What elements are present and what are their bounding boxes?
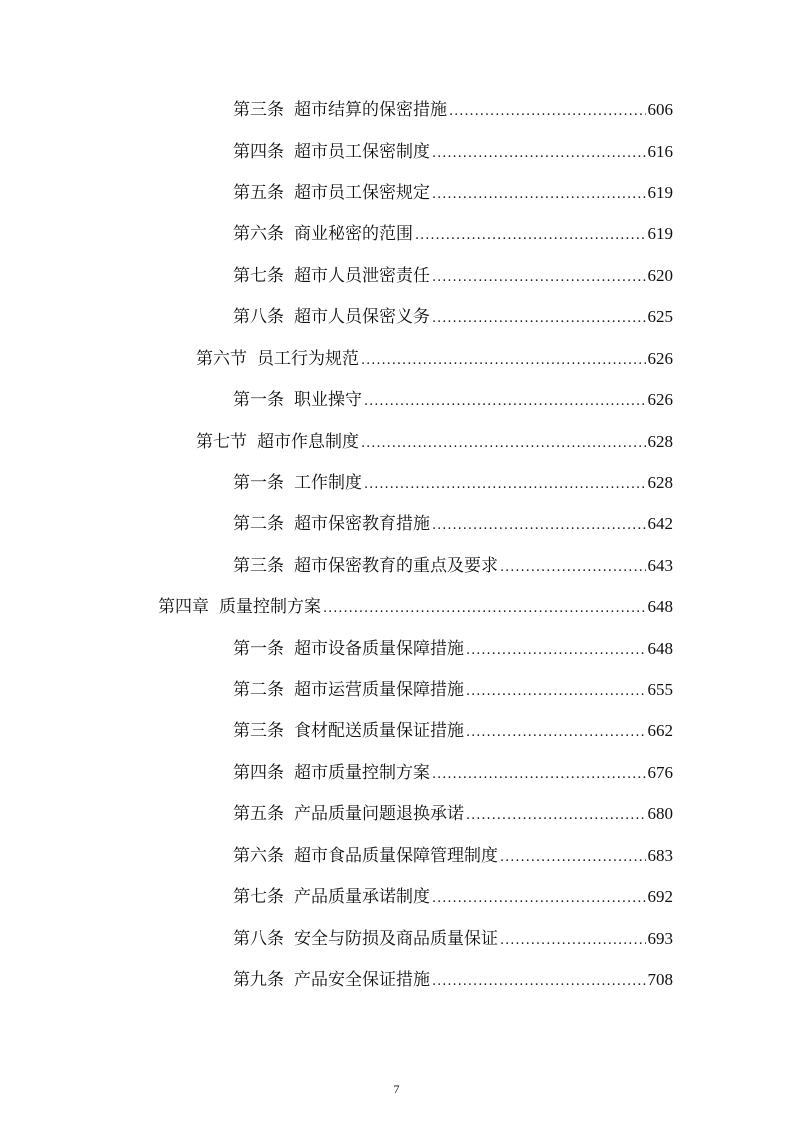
toc-dot-leader: [323, 596, 646, 622]
toc-entry-title: 超市作息制度: [257, 432, 359, 452]
toc-entry-page: 626: [647, 390, 673, 409]
toc-entry-title: 职业操守: [294, 390, 362, 410]
toc-dot-leader: [466, 679, 646, 705]
toc-entry[interactable]: [233, 221, 673, 247]
toc-entry-page: 626: [647, 349, 673, 368]
toc-entry[interactable]: [233, 677, 673, 703]
toc-dot-leader: [364, 389, 646, 415]
toc-entry-label: 第三条: [233, 556, 284, 576]
toc-entry-page: 619: [647, 224, 673, 243]
toc-entry-title: 超市运营质量保障措施: [294, 680, 464, 700]
toc-dot-leader: [432, 886, 646, 912]
toc-dot-leader: [432, 762, 646, 788]
toc-dot-leader: [466, 803, 646, 829]
toc-dot-leader: [364, 472, 646, 498]
toc-entry[interactable]: [233, 636, 673, 662]
toc-entry-page: 628: [647, 432, 673, 451]
toc-entry[interactable]: [233, 139, 673, 165]
toc-entry-title: 食材配送质量保证措施: [294, 721, 464, 741]
toc-entry[interactable]: [233, 553, 673, 579]
toc-entry-page: 683: [647, 846, 673, 865]
toc-entry[interactable]: [233, 511, 673, 537]
toc-dot-leader: [466, 720, 646, 746]
toc-entry-label: 第五条: [233, 183, 284, 203]
toc-dot-leader: [415, 223, 646, 249]
toc-entry-label: 第一条: [233, 390, 284, 410]
toc-entry-label: 第七条: [233, 266, 284, 286]
toc-dot-leader: [449, 99, 646, 125]
toc-entry-title: 工作制度: [294, 473, 362, 493]
toc-entry[interactable]: [233, 263, 673, 289]
toc-entry-page: 680: [647, 804, 673, 823]
toc-entry-title: 员工行为规范: [257, 349, 359, 369]
toc-entry-label: 第三条: [233, 100, 284, 120]
toc-dot-leader: [432, 969, 646, 995]
toc-entry-title: 超市保密教育的重点及要求: [294, 556, 498, 576]
toc-entry-label: 第九条: [233, 970, 284, 990]
toc-entry[interactable]: [233, 97, 673, 123]
toc-entry-label: 第八条: [233, 307, 284, 327]
toc-entry-label: 第五条: [233, 804, 284, 824]
toc-entry-title: 超市人员保密义务: [294, 307, 430, 327]
toc-entry-title: 超市员工保密制度: [294, 142, 430, 162]
toc-entry[interactable]: [233, 304, 673, 330]
toc-dot-leader: [432, 306, 646, 332]
toc-entry-label: 第四条: [233, 142, 284, 162]
toc-entry-title: 质量控制方案: [219, 597, 321, 617]
toc-entry-title: 超市结算的保密措施: [294, 100, 447, 120]
toc-entry[interactable]: [233, 180, 673, 206]
toc-entry-page: 692: [647, 887, 673, 906]
toc-entry-label: 第四条: [233, 763, 284, 783]
toc-dot-leader: [432, 265, 646, 291]
toc-entry[interactable]: [233, 387, 673, 413]
toc-dot-leader: [500, 928, 646, 954]
toc-entry-page: 616: [647, 142, 673, 161]
toc-entry-page: 662: [647, 721, 673, 740]
toc-entry-page: 693: [647, 929, 673, 948]
toc-entry-title: 产品安全保证措施: [294, 970, 430, 990]
toc-entry-label: 第一条: [233, 473, 284, 493]
toc-entry[interactable]: [196, 346, 673, 372]
toc-entry-page: 648: [647, 639, 673, 658]
toc-entry-page: 708: [647, 970, 673, 989]
toc-entry-label: 第七节: [196, 432, 247, 452]
toc-entry-title: 超市员工保密规定: [294, 183, 430, 203]
toc-entry-title: 产品质量承诺制度: [294, 887, 430, 907]
toc-entry-page: 642: [647, 514, 673, 533]
page-number: 7: [393, 1082, 400, 1096]
toc-entry[interactable]: [233, 967, 673, 993]
toc-dot-leader: [466, 638, 646, 664]
toc-entry[interactable]: [233, 843, 673, 869]
toc-entry[interactable]: [233, 470, 673, 496]
toc-entry[interactable]: [233, 718, 673, 744]
toc-entry-label: 第三条: [233, 721, 284, 741]
toc-entry[interactable]: [158, 594, 673, 620]
toc-entry-page: 628: [647, 473, 673, 492]
toc-dot-leader: [432, 513, 646, 539]
toc-entry-title: 商业秘密的范围: [294, 224, 413, 244]
toc-dot-leader: [361, 348, 646, 374]
toc-dot-leader: [361, 431, 646, 457]
toc-entry[interactable]: [233, 884, 673, 910]
toc-entry-page: 655: [647, 680, 673, 699]
toc-entry-label: 第八条: [233, 929, 284, 949]
toc-entry[interactable]: [233, 760, 673, 786]
toc-entry[interactable]: [233, 801, 673, 827]
toc-entry-page: 619: [647, 183, 673, 202]
toc-entry-title: 超市保密教育措施: [294, 514, 430, 534]
toc-entry-page: 620: [647, 266, 673, 285]
toc-entry-title: 产品质量问题退换承诺: [294, 804, 464, 824]
toc-entry[interactable]: [233, 926, 673, 952]
toc-entry-label: 第七条: [233, 887, 284, 907]
toc-entry-title: 超市食品质量保障管理制度: [294, 846, 498, 866]
toc-entry-label: 第二条: [233, 680, 284, 700]
toc-dot-leader: [432, 182, 646, 208]
toc-entry-label: 第六条: [233, 224, 284, 244]
toc-dot-leader: [432, 141, 646, 167]
toc-entry-label: 第四章: [158, 597, 209, 617]
toc-entry-page: 676: [647, 763, 673, 782]
toc-entry-title: 超市质量控制方案: [294, 763, 430, 783]
toc-entry-label: 第二条: [233, 514, 284, 534]
toc-entry-title: 超市人员泄密责任: [294, 266, 430, 286]
toc-entry-title: 超市设备质量保障措施: [294, 639, 464, 659]
toc-entry[interactable]: [196, 429, 673, 455]
toc-dot-leader: [500, 555, 646, 581]
toc-entry-page: 606: [647, 100, 673, 119]
toc-entry-title: 安全与防损及商品质量保证: [294, 929, 498, 949]
toc-entry-label: 第六条: [233, 846, 284, 866]
toc-entry-label: 第一条: [233, 639, 284, 659]
toc-dot-leader: [500, 845, 646, 871]
toc-entry-page: 625: [647, 307, 673, 326]
toc-entry-label: 第六节: [196, 349, 247, 369]
toc-entry-page: 643: [647, 556, 673, 575]
toc-entry-page: 648: [647, 597, 673, 616]
